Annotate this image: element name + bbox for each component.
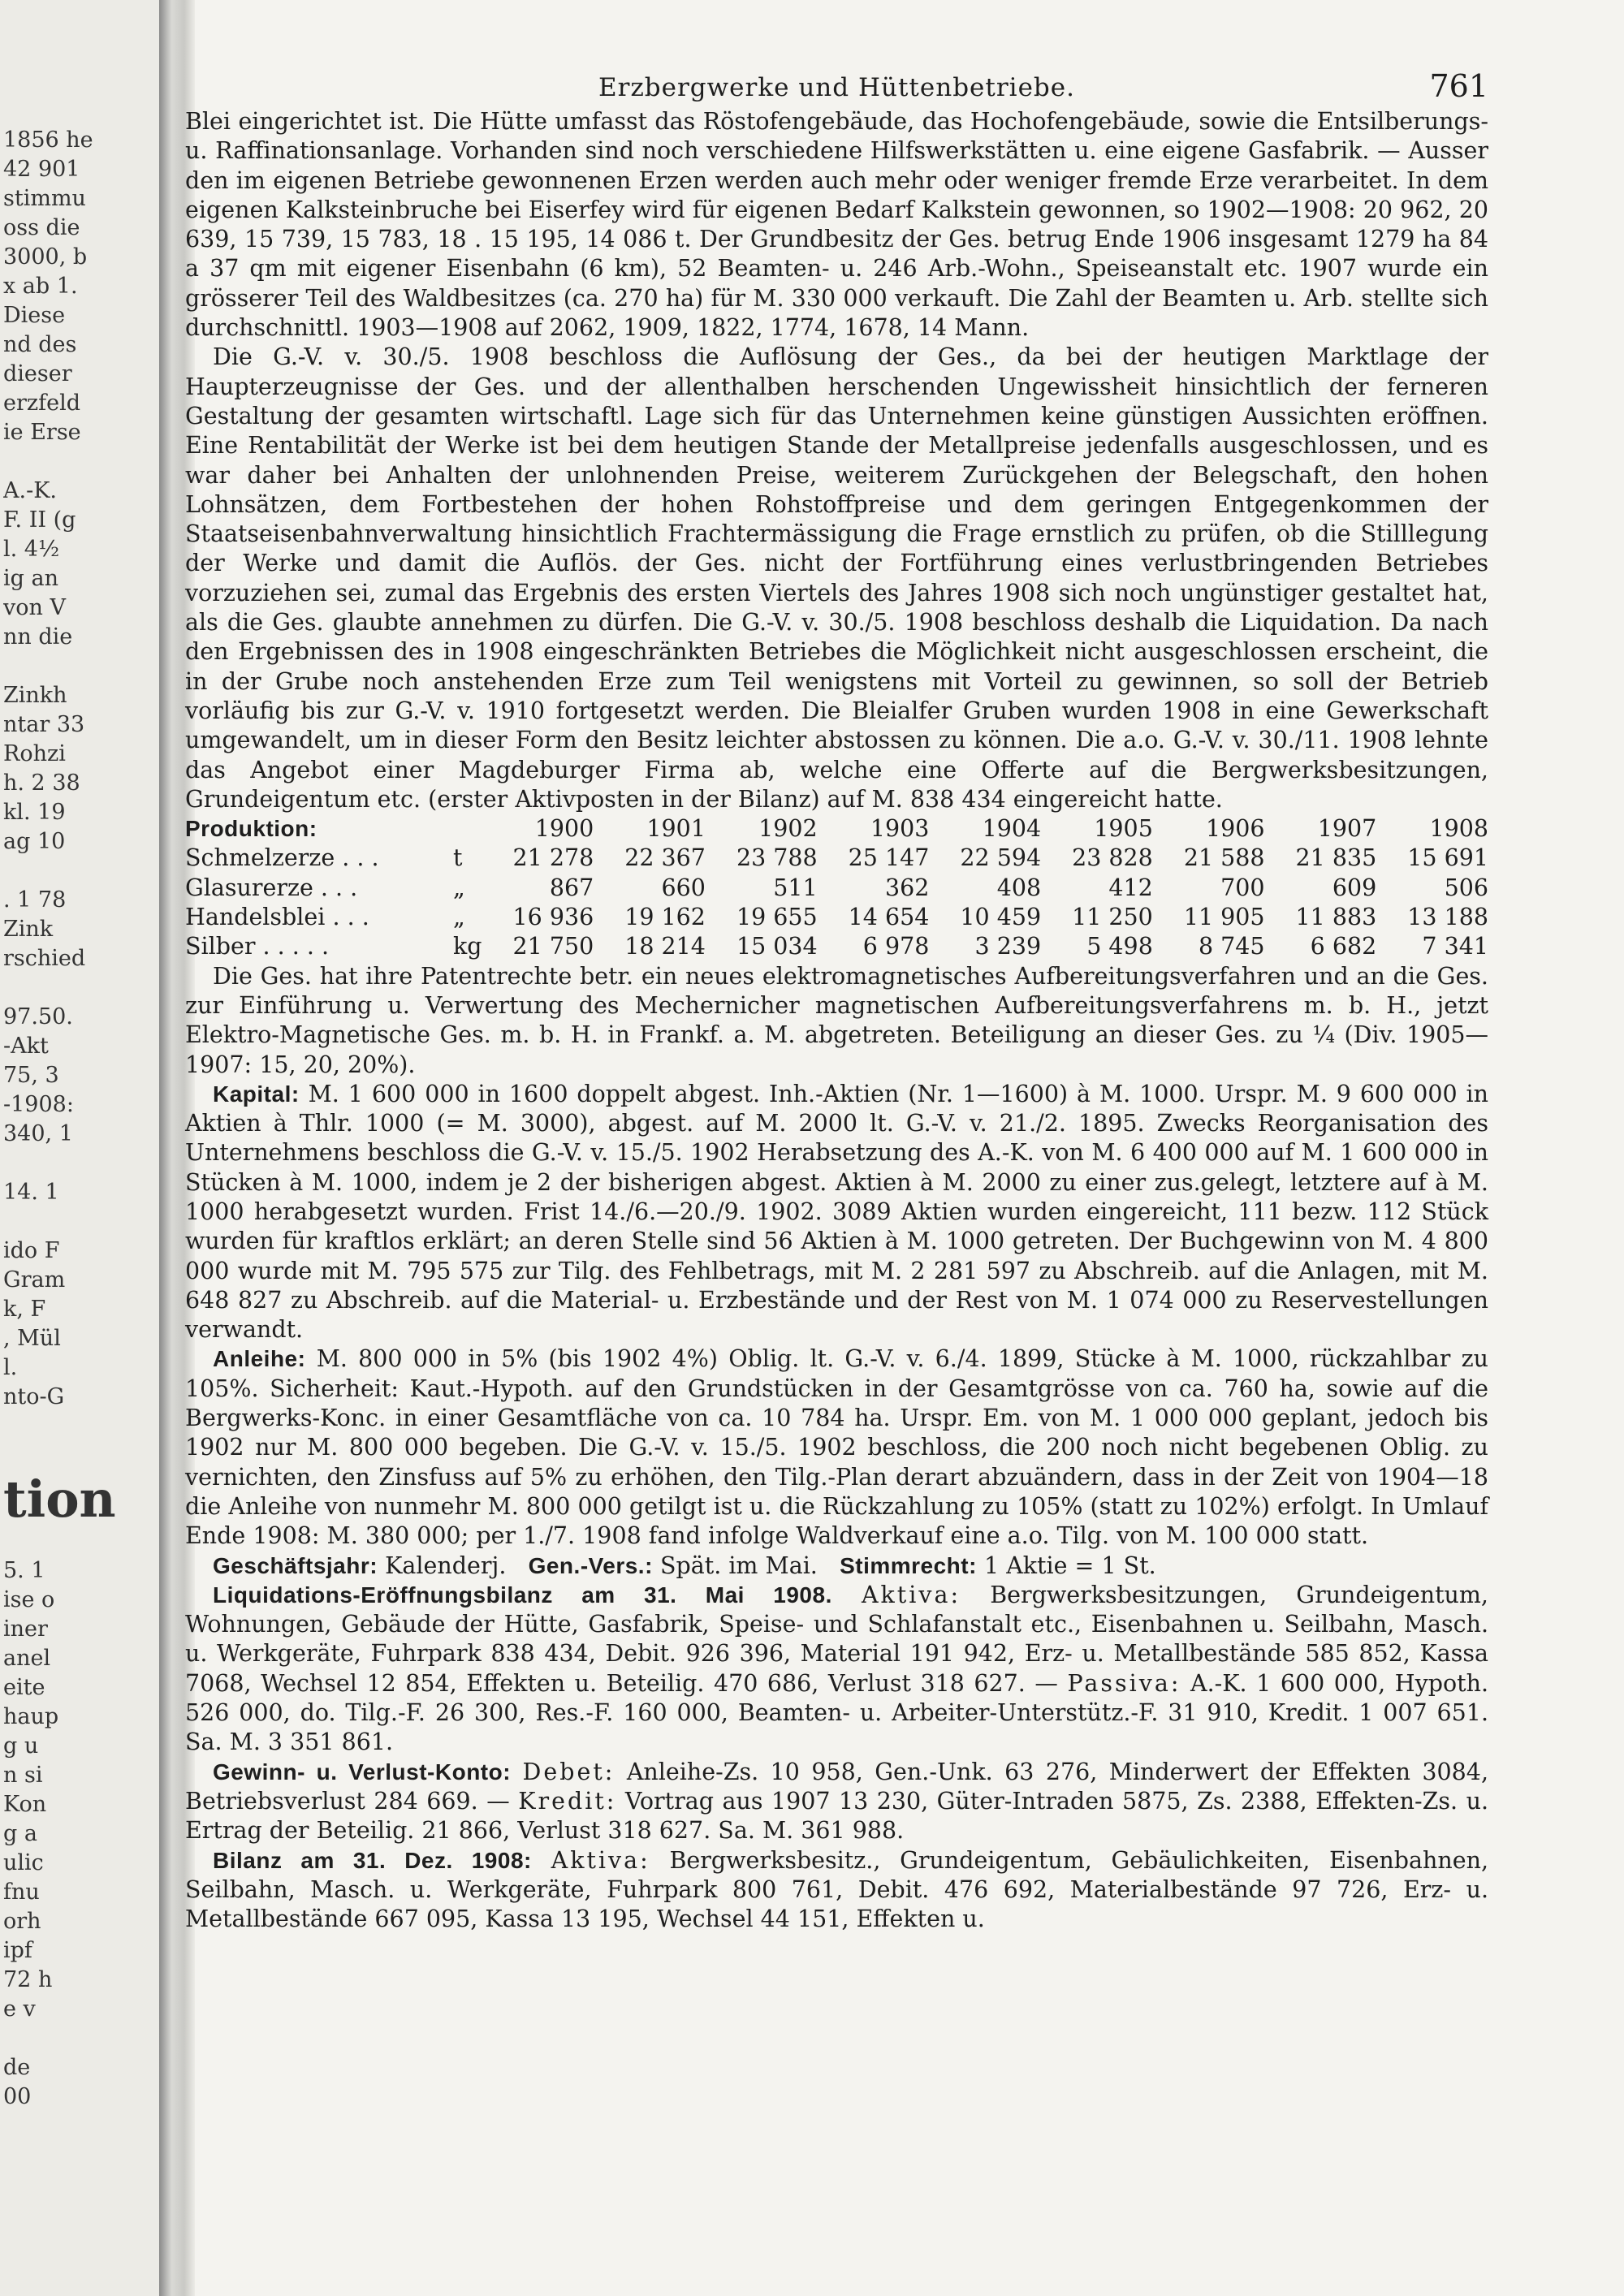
production-value: 18 214 <box>624 933 706 960</box>
production-value: 21 278 <box>512 844 594 872</box>
eroeffnungsbilanz-passiva-word: Passiva: <box>1067 1669 1181 1697</box>
running-head <box>185 57 1488 107</box>
facing-page-line: ido F <box>3 1239 60 1263</box>
production-value: 408 <box>996 874 1042 901</box>
production-row-label: Schmelzerze . . . <box>185 844 379 872</box>
production-value: 21 750 <box>512 933 594 960</box>
facing-page-line: oss die <box>3 216 80 240</box>
document-page <box>185 57 1488 1934</box>
facing-page-line: -Akt <box>3 1034 49 1059</box>
facing-page-line: h. 2 38 <box>3 771 80 796</box>
facing-page-line: orh <box>3 1910 41 1934</box>
genvers-text: Spät. im Mai. <box>659 1552 818 1579</box>
facing-page-line: 72 h <box>3 1968 53 1992</box>
bilanz-label: Bilanz am 31. Dez. 1908: <box>213 1847 532 1873</box>
production-row-label: Handelsblei . . . <box>185 904 369 931</box>
facing-page-line: dieser <box>3 362 72 386</box>
facing-page-line: Kon <box>3 1793 47 1817</box>
facing-page-line: Gram <box>3 1268 66 1293</box>
running-title: Erzbergwerke und Hüttenbetriebe. <box>598 73 1075 102</box>
facing-page-line: ipf <box>3 1939 32 1963</box>
facing-page-line: 5. 1 <box>3 1559 45 1583</box>
production-row <box>185 844 1488 873</box>
eroeffnungsbilanz-aktiva-word: Aktiva: <box>861 1581 961 1608</box>
facing-page-line: k, F <box>3 1297 46 1322</box>
facing-page-line: -1908: <box>3 1093 74 1117</box>
production-unit-header <box>453 814 482 844</box>
facing-page-line: eite <box>3 1676 45 1700</box>
production-row-unit: „ <box>453 874 465 901</box>
bilanz-aktiva-word: Aktiva: <box>551 1846 650 1874</box>
facing-page-line: g u <box>3 1734 39 1759</box>
production-value: 22 594 <box>960 844 1042 872</box>
facing-page-line: ag 10 <box>3 830 66 854</box>
facing-page-line: . 1 78 <box>3 888 67 913</box>
production-value: 16 936 <box>512 904 594 931</box>
production-year: 1908 <box>1429 815 1488 843</box>
facing-page-line: tion <box>3 1473 116 1526</box>
facing-page-line: ntar 33 <box>3 713 85 737</box>
production-value: 14 654 <box>848 904 930 931</box>
facing-page-line: 00 <box>3 2085 32 2109</box>
production-value: 511 <box>773 874 818 901</box>
facing-page-line: g a <box>3 1822 37 1846</box>
facing-page-line: ig an <box>3 567 58 591</box>
page-number: 761 <box>1429 68 1488 104</box>
anleihe-paragraph <box>185 1344 1488 1551</box>
gewinn-kredit: Vortrag aus 1907 13 230, Güter-Intraden 5875, Zs. 2388, Effekten-Zs. u. Ertrag der Beteilig. 21 866, Verlust 318 627. Sa. M. 361 988. <box>185 1787 1489 1845</box>
production-value: 660 <box>661 874 706 901</box>
facing-page-line: erzfeld <box>3 391 81 416</box>
stimmrecht-text: 1 Aktie = 1 St. <box>984 1552 1156 1579</box>
production-value: 609 <box>1332 874 1377 901</box>
production-row-unit: kg <box>453 933 482 960</box>
capital-text: M. 1 600 000 in 1600 doppelt abgest. Inh.-Aktien (Nr. 1—1600) à M. 1000. Urspr. M. 9 600 000 in Aktien à Thlr. 1000 (= M. 3000), abgest. auf M. 2000 lt. G.-V. v. 21./2. 1895. Zwecks Reorganisation des Unternehmens beschloss die G.-V. v. 15./5. 1902 Herabsetzung des A.-K. von M. 6 400 000 auf M. 1 600 000 in Stücken à M. 1000, indem je 2 der bisherigen abgest. Aktien à M. 2000 zu einer zus.gelegt, letztere auf à M. 1000 herabgesetzt wurden. Frist 14./6.—20./9. 1902. 3089 Aktien wurden eingereicht, 111 bezw. 112 Stück wurden für kraftlos erklärt; an deren Stelle sind 56 Aktien à M. 1000 getreten. Der Buchgewinn von M. 4 800 000 wurde mit M. 795 575 zur Tilg. des Fehlbetrags, mit M. 2 281 597 zu Abschreib. auf die Anlagen, mit M. 648 827 zu Abschreib. auf die Material- u. Erzbestände und der Rest von M. 1 074 000 zu Reservestellungen verwandt. <box>185 1080 1488 1344</box>
production-value: 19 655 <box>736 904 818 931</box>
anleihe-label: Anleihe: <box>213 1346 306 1372</box>
production-row <box>185 903 1488 932</box>
facing-page-line: de <box>3 2056 31 2080</box>
facing-page-line: , Mül <box>3 1327 61 1351</box>
production-row-label: Silber . . . . . <box>185 933 330 960</box>
production-value: 3 239 <box>974 933 1042 960</box>
production-year: 1900 <box>534 815 594 843</box>
geschaeftsjahr-text: Kalenderj. <box>385 1552 507 1579</box>
facing-page-line: stimmu <box>3 187 86 211</box>
facing-page-line: haup <box>3 1705 59 1729</box>
production-value: 5 498 <box>1086 933 1153 960</box>
facing-page-line: l. <box>3 1356 18 1380</box>
production-value: 15 691 <box>1407 844 1488 872</box>
gewinn-kredit-word: Kredit: <box>518 1787 617 1815</box>
facing-page-line: x ab 1. <box>3 274 78 299</box>
production-year: 1904 <box>982 815 1042 843</box>
facing-page-line: ise o <box>3 1588 55 1612</box>
production-row-unit: t <box>453 844 463 872</box>
production-value: 362 <box>884 874 930 901</box>
facing-page-line: von V <box>3 596 66 620</box>
production-value: 506 <box>1444 874 1488 901</box>
facing-page-line: A.-K. <box>3 479 57 503</box>
facing-page-line: kl. 19 <box>3 801 66 825</box>
production-header-row <box>185 814 1488 844</box>
bilanz-aktiva: Bergwerksbesitz., Grundeigentum, Gebäulichkeiten, Eisenbahnen, Seilbahn, Masch. u. Werkgeräte, Fuhrpark 800 761, Debit. 476 692, Materialbestände 97 726, Erz- u. Metallbestände 667 095, Kassa 13 195, Wechsel 44 151, Effekten u. <box>185 1846 1489 1933</box>
facing-page-line: 3000, b <box>3 245 88 270</box>
production-value: 22 367 <box>624 844 706 872</box>
intro-paragraph: Blei eingerichtet ist. Die Hütte umfasst das Röstofengebäude, das Hochofengebäude, sowie die Entsilberungs- u. Raffinationsanlage. Vorhanden sind noch verschiedene Hilfswerkstätten u. eine eigene Gasfabrik. — Ausser den im eigenen Betriebe gewonnenen Erzen werden auch mehr oder weniger fremde Erze verarbeitet. In dem eigenen Kalksteinbruche bei Eiserfey wird für eigenen Bedarf Kalkstein gewonnen, so 1902—1908: 20 962, 20 639, 15 739, 15 783, 18 . 15 195, 14 086 t. Der Grundbesitz der Ges. betrug Ende 1906 insgesamt 1279 ha 84 a 37 qm mit eigener Eisenbahn (6 km), 52 Beamten- u. 246 Arb.-Wohn., Speiseanstalt etc. 1907 wurde ein grösserer Teil des Waldbesitzes (ca. 270 ha) für M. 330 000 verkauft. Die Zahl der Beamten u. Arb. stellte sich durchschnittl. 1903—1908 auf 2062, 1909, 1822, 1774, 1678, 14 Mann. <box>185 108 1488 342</box>
facing-page-line: ie Erse <box>3 421 81 445</box>
eroeffnungsbilanz-paragraph <box>185 1581 1488 1758</box>
production-value: 412 <box>1108 874 1153 901</box>
facing-page-line: nd des <box>3 333 77 357</box>
production-value: 11 883 <box>1295 904 1377 931</box>
production-value: 21 835 <box>1295 844 1377 872</box>
production-value: 6 978 <box>862 933 930 960</box>
production-row <box>185 874 1488 903</box>
facing-page-line: Rohzi <box>3 742 66 766</box>
facing-page-line: F. II (g <box>3 508 76 533</box>
gewinn-paragraph <box>185 1758 1488 1846</box>
facing-page-line: nto-G <box>3 1385 65 1409</box>
production-value: 10 459 <box>960 904 1042 931</box>
production-year: 1907 <box>1317 815 1377 843</box>
facing-page-line: l. 4½ <box>3 537 60 562</box>
anleihe-text: M. 800 000 in 5% (bis 1902 4%) Oblig. lt. G.-V. v. 6./4. 1899, Stücke à M. 1000, rückzahlbar zu 105%. Sicherheit: Kaut.-Hypoth. auf den Grundstücken in der Gesamtgrösse von ca. 760 ha, sowie auf die Bergwerks-Konc. in einer Gesamtfläche von ca. 10 784 ha. Urspr. Em. von M. 1 000 000 geplant, jedoch bis 1902 nur M. 800 000 begeben. Die G.-V. v. 15./5. 1902 beschloss, die 200 noch nicht begebenen Oblig. zu vernichten, den Zinsfuss auf 5% zu erhöhen, den Tilg.-Plan derart abzuändern, dass in der Zeit von 1904—18 die Anleihe von nunmehr M. 800 000 getilgt ist u. die Rückzahlung zu 105% (statt zu 102%) erfolgt. In Umlauf Ende 1908: M. 380 000; per 1./7. 1908 fand infolge Waldverkauf eine a.o. Tilg. von M. 100 000 statt. <box>185 1345 1488 1550</box>
production-value: 7 341 <box>1422 933 1488 960</box>
production-value: 23 788 <box>736 844 818 872</box>
production-year: 1905 <box>1094 815 1153 843</box>
production-value: 700 <box>1220 874 1265 901</box>
production-value: 8 745 <box>1198 933 1265 960</box>
facing-page-line: 1856 he <box>3 128 93 153</box>
production-value: 11 905 <box>1183 904 1265 931</box>
production-row-unit: „ <box>453 904 465 931</box>
geschaeftsjahr-label: Geschäftsjahr: <box>213 1552 378 1578</box>
capital-paragraph <box>185 1080 1488 1345</box>
facing-page-line: n si <box>3 1763 43 1788</box>
production-year: 1903 <box>870 815 930 843</box>
facing-page-line: anel <box>3 1646 51 1671</box>
liquidation-paragraph: Die G.-V. v. 30./5. 1908 beschloss die Auflösung der Ges., da bei der heutigen Marktlage der Haupterzeugnisse der Ges. und der allenthalben herschenden Ungewissheit hinsichtlich der ferneren Gestaltung der gesamten wirtschaftl. Lage sich für das Unternehmen keine günstigen Aussichten eröffnen. Eine Rentabilität der Werke ist bei dem heutigen Stande der Metallpreise jedenfalls ausgeschlossen, und es war daher bei Anhalten der unlohnenden Preise, weiterem Zurückgehen der Belegschaft, den hohen Lohnsätzen, dem Fortbestehen der hohen Rohstoffpreise und dem geringen Entgegenkommen der Staatseisenbahnverwaltung hinsichtlich Frachtermässigung die Frage ernstlich zu prüfen, ob die Stilllegung der Werke und damit die Auflös. der Ges. nicht der Fortführung eines verlustbringenden Betriebes vorzuziehen sei, zumal das Ergebnis des ersten Viertels des Jahres 1908 sich noch ungünstiger gestaltet hat, als die Ges. glaubte annehmen zu dürfen. Die G.-V. v. 30./5. 1908 beschloss deshalb die Liquidation. Da nach den Ergebnissen des in 1908 eingeschränkten Betriebes die Möglichkeit nicht ausgeschlossen erscheint, die in der Grube noch anstehenden Erze zum Teil wenigstens mit Vorteil zu gewinnen, so soll der Betrieb vorläufig bis zur G.-V. v. 1910 fortgesetzt werden. Die Bleialfer Gruben wurden 1908 in eine Gewerkschaft umgewandelt, um in dieser Form den Besitz leichter abstossen zu können. Die a.o. G.-V. v. 30./11. 1908 lehnte das Angebot einer Magdeburger Firma ab, welche eine Offerte auf die Bergwerksbesitzungen, Grundeigentum etc. (erster Aktivposten in der Bilanz) auf M. 838 434 eingereicht hatte. <box>185 343 1488 813</box>
facing-page-line: nn die <box>3 625 73 650</box>
stimmrecht-label: Stimmrecht: <box>840 1552 977 1578</box>
eroeffnungsbilanz-aktiva: Bergwerksbesitzungen, Grundeigentum, Wohnungen, Gebäude der Hütte, Gasfabrik, Speise- und Schlafanstalt etc., Eisenbahnen u. Seilbahn, Masch. u. Werkgeräte, Fuhrpark 838 434, Debit. 926 396, Material 191 942, Erz- u. Metallbestände 585 852, Kassa 7068, Wechsel 12 854, Effekten u. Beteilig. 470 686, Verlust 318 627. — <box>185 1581 1488 1697</box>
capital-label: Kapital: <box>213 1081 300 1107</box>
production-value: 867 <box>549 874 594 901</box>
facing-page-line: Zinkh <box>3 684 67 708</box>
facing-page-line: 14. 1 <box>3 1180 59 1205</box>
production-value: 13 188 <box>1407 904 1488 931</box>
gewinn-debet: Anleihe-Zs. 10 958, Gen.-Unk. 63 276, Minderwert der Effekten 3084, Betriebsverlust 284 669. — <box>185 1758 1488 1815</box>
production-year: 1902 <box>758 815 818 843</box>
production-row <box>185 932 1488 961</box>
facing-page-line: 340, 1 <box>3 1122 73 1146</box>
production-value: 23 828 <box>1072 844 1153 872</box>
production-year: 1901 <box>646 815 706 843</box>
facing-page-line: Zink <box>3 917 54 942</box>
production-row-label: Glasurerze . . . <box>185 874 358 901</box>
production-value: 21 588 <box>1183 844 1265 872</box>
gewinn-label: Gewinn- u. Verlust-Konto: <box>213 1759 512 1785</box>
facing-page-line: Diese <box>3 304 66 328</box>
production-value: 25 147 <box>848 844 930 872</box>
patent-paragraph: Die Ges. hat ihre Patentrechte betr. ein neues elektromagnetisches Aufbereitungsverfahren und an die Ges. zur Einführung u. Verwertung des Mechernicher magnetischen Aufbereitungsverfahrens m. b. H., jetzt Elektro-Magnetische Ges. m. b. H. in Frankf. a. M. abgetreten. Beteiligung an dieser Ges. zu ¼ (Div. 1905—1907: 15, 20, 20%). <box>185 962 1488 1078</box>
production-value: 15 034 <box>736 933 818 960</box>
production-value: 11 250 <box>1072 904 1153 931</box>
gewinn-debet-word: Debet: <box>522 1758 615 1785</box>
production-year: 1906 <box>1206 815 1265 843</box>
production-value: 19 162 <box>624 904 706 931</box>
geschaeftsjahr-paragraph <box>185 1552 1488 1581</box>
eroeffnungsbilanz-label: Liquidations-Eröffnungsbilanz am 31. Mai 1908. <box>213 1582 832 1608</box>
facing-page-line: ulic <box>3 1851 44 1875</box>
eroeffnungsbilanz-passiva: A.-K. 1 600 000, Hypoth. 526 000, do. Tilg.-F. 26 300, Res.-F. 160 000, Beamten- u. Arbeiter-Unterstütz.-F. 31 910, Kredit. 1 007 651. Sa. M. 3 351 861. <box>185 1669 1489 1756</box>
production-heading: Produktion: <box>185 816 317 842</box>
genvers-label: Gen.-Vers.: <box>528 1552 653 1578</box>
facing-page-line: 42 901 <box>3 158 80 182</box>
facing-page-line: fnu <box>3 1880 40 1905</box>
facing-page-fragment <box>0 0 159 2296</box>
bilanz-paragraph <box>185 1846 1488 1935</box>
facing-page-line: 97.50. <box>3 1005 73 1029</box>
facing-page-line: 75, 3 <box>3 1064 59 1088</box>
facing-page-line: e v <box>3 1997 36 2022</box>
production-value: 6 682 <box>1310 933 1377 960</box>
facing-page-line: iner <box>3 1617 48 1642</box>
facing-page-line: rschied <box>3 947 86 971</box>
production-table <box>185 814 1488 961</box>
